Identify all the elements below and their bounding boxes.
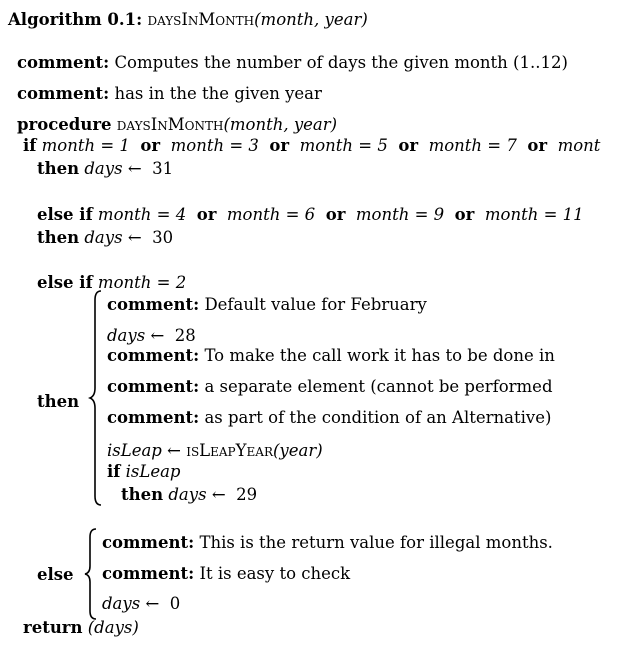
or-keyword: or bbox=[398, 136, 419, 155]
header-comment-2 bbox=[17, 84, 322, 104]
comment-keyword: comment: bbox=[17, 53, 110, 72]
then-keyword: then bbox=[121, 485, 164, 504]
comment-keyword: comment: bbox=[102, 564, 195, 583]
condition-term: month = 3 bbox=[170, 136, 259, 155]
assign-var: days bbox=[102, 594, 141, 613]
comment-text: Computes the number of days the given month (1..12) bbox=[114, 53, 568, 72]
if-keyword: if bbox=[23, 136, 37, 155]
condition-term: month = 9 bbox=[355, 205, 445, 224]
assign-arrow: ← bbox=[127, 159, 142, 178]
or-keyword: or bbox=[269, 136, 290, 155]
assign-arrow: ← bbox=[211, 485, 226, 504]
then-keyword: then bbox=[37, 228, 80, 247]
else-assign bbox=[102, 594, 180, 614]
function-args: (year) bbox=[272, 441, 323, 460]
return-keyword: return bbox=[23, 618, 83, 637]
comment-text: To make the call work it has to be done in bbox=[204, 346, 555, 365]
procedure-args: (month, year) bbox=[223, 115, 338, 134]
feb-comment-3 bbox=[107, 377, 553, 397]
assign-value: 30 bbox=[152, 228, 174, 247]
else-if-condition-2 bbox=[37, 205, 584, 225]
or-keyword: or bbox=[196, 205, 217, 224]
algorithm-label: Algorithm 0.1: bbox=[8, 10, 143, 29]
else-if-keyword: else if bbox=[37, 273, 93, 292]
else-keyword: else bbox=[37, 565, 74, 584]
return-value: (days) bbox=[87, 618, 139, 637]
else-comment-2 bbox=[102, 564, 350, 584]
condition-term: month = 2 bbox=[97, 273, 187, 292]
assign-var: days bbox=[107, 326, 146, 345]
or-keyword: or bbox=[325, 205, 346, 224]
comment-text: has in the the given year bbox=[114, 84, 322, 103]
feb-comment-2 bbox=[107, 346, 555, 366]
assign-arrow: ← bbox=[145, 594, 160, 613]
assign-arrow: ← bbox=[127, 228, 142, 247]
header-comment-1 bbox=[17, 53, 568, 73]
assign-var: isLeap bbox=[107, 441, 162, 460]
algorithm-title-name: daysInMonth bbox=[147, 10, 255, 29]
assign-value: 0 bbox=[169, 594, 181, 613]
comment-keyword: comment: bbox=[107, 377, 200, 396]
left-brace-feb bbox=[88, 290, 104, 506]
function-name: isLeapYear bbox=[186, 441, 273, 460]
comment-text: It is easy to check bbox=[199, 564, 351, 583]
algorithm-title bbox=[8, 10, 368, 30]
comment-text: Default value for February bbox=[204, 295, 427, 314]
if-keyword: if bbox=[107, 462, 121, 481]
if-isleap bbox=[107, 462, 181, 482]
algorithm-title-args: (month, year) bbox=[254, 10, 368, 29]
comment-text: a separate element (cannot be performed bbox=[204, 377, 553, 396]
comment-text: as part of the condition of an Alternative) bbox=[204, 408, 552, 427]
assign-var: days bbox=[168, 485, 207, 504]
then-assign-leap bbox=[121, 485, 257, 505]
comment-keyword: comment: bbox=[107, 295, 200, 314]
else-comment-1 bbox=[102, 533, 553, 553]
or-keyword: or bbox=[527, 136, 548, 155]
else-if-keyword: else if bbox=[37, 205, 93, 224]
left-brace-else bbox=[83, 528, 99, 620]
condition-term: mont bbox=[557, 136, 601, 155]
procedure-line bbox=[17, 115, 337, 135]
return-line bbox=[23, 618, 139, 638]
condition-term: month = 7 bbox=[428, 136, 517, 155]
assign-var: days bbox=[84, 228, 123, 247]
assign-value: 29 bbox=[236, 485, 258, 504]
feb-comment-4 bbox=[107, 408, 551, 428]
comment-keyword: comment: bbox=[102, 533, 195, 552]
if-condition-1 bbox=[23, 136, 600, 156]
condition-term: month = 4 bbox=[97, 205, 187, 224]
then-keyword: then bbox=[37, 159, 80, 178]
then-assign-1 bbox=[37, 159, 173, 179]
condition-term: month = 1 bbox=[41, 136, 130, 155]
else-if-condition-3 bbox=[37, 273, 186, 293]
assign-value: 28 bbox=[174, 326, 196, 345]
comment-keyword: comment: bbox=[107, 346, 200, 365]
procedure-keyword: procedure bbox=[17, 115, 112, 134]
assign-var: days bbox=[84, 159, 123, 178]
condition-term: month = 5 bbox=[299, 136, 388, 155]
or-keyword: or bbox=[140, 136, 161, 155]
isleap-assign bbox=[107, 441, 323, 461]
assign-value: 31 bbox=[152, 159, 174, 178]
assign-arrow: ← bbox=[150, 326, 165, 345]
comment-keyword: comment: bbox=[17, 84, 110, 103]
feb-assign bbox=[107, 326, 196, 346]
condition-term: month = 6 bbox=[226, 205, 316, 224]
condition-term: isLeap bbox=[125, 462, 181, 481]
procedure-name: daysInMonth bbox=[116, 115, 224, 134]
assign-arrow: ← bbox=[167, 441, 181, 460]
condition-term: month = 11 bbox=[484, 205, 584, 224]
or-keyword: or bbox=[454, 205, 475, 224]
comment-text: This is the return value for illegal months. bbox=[199, 533, 553, 552]
feb-comment-1 bbox=[107, 295, 427, 315]
then-assign-2 bbox=[37, 228, 173, 248]
comment-keyword: comment: bbox=[107, 408, 200, 427]
then-keyword-feb: then bbox=[37, 392, 80, 411]
